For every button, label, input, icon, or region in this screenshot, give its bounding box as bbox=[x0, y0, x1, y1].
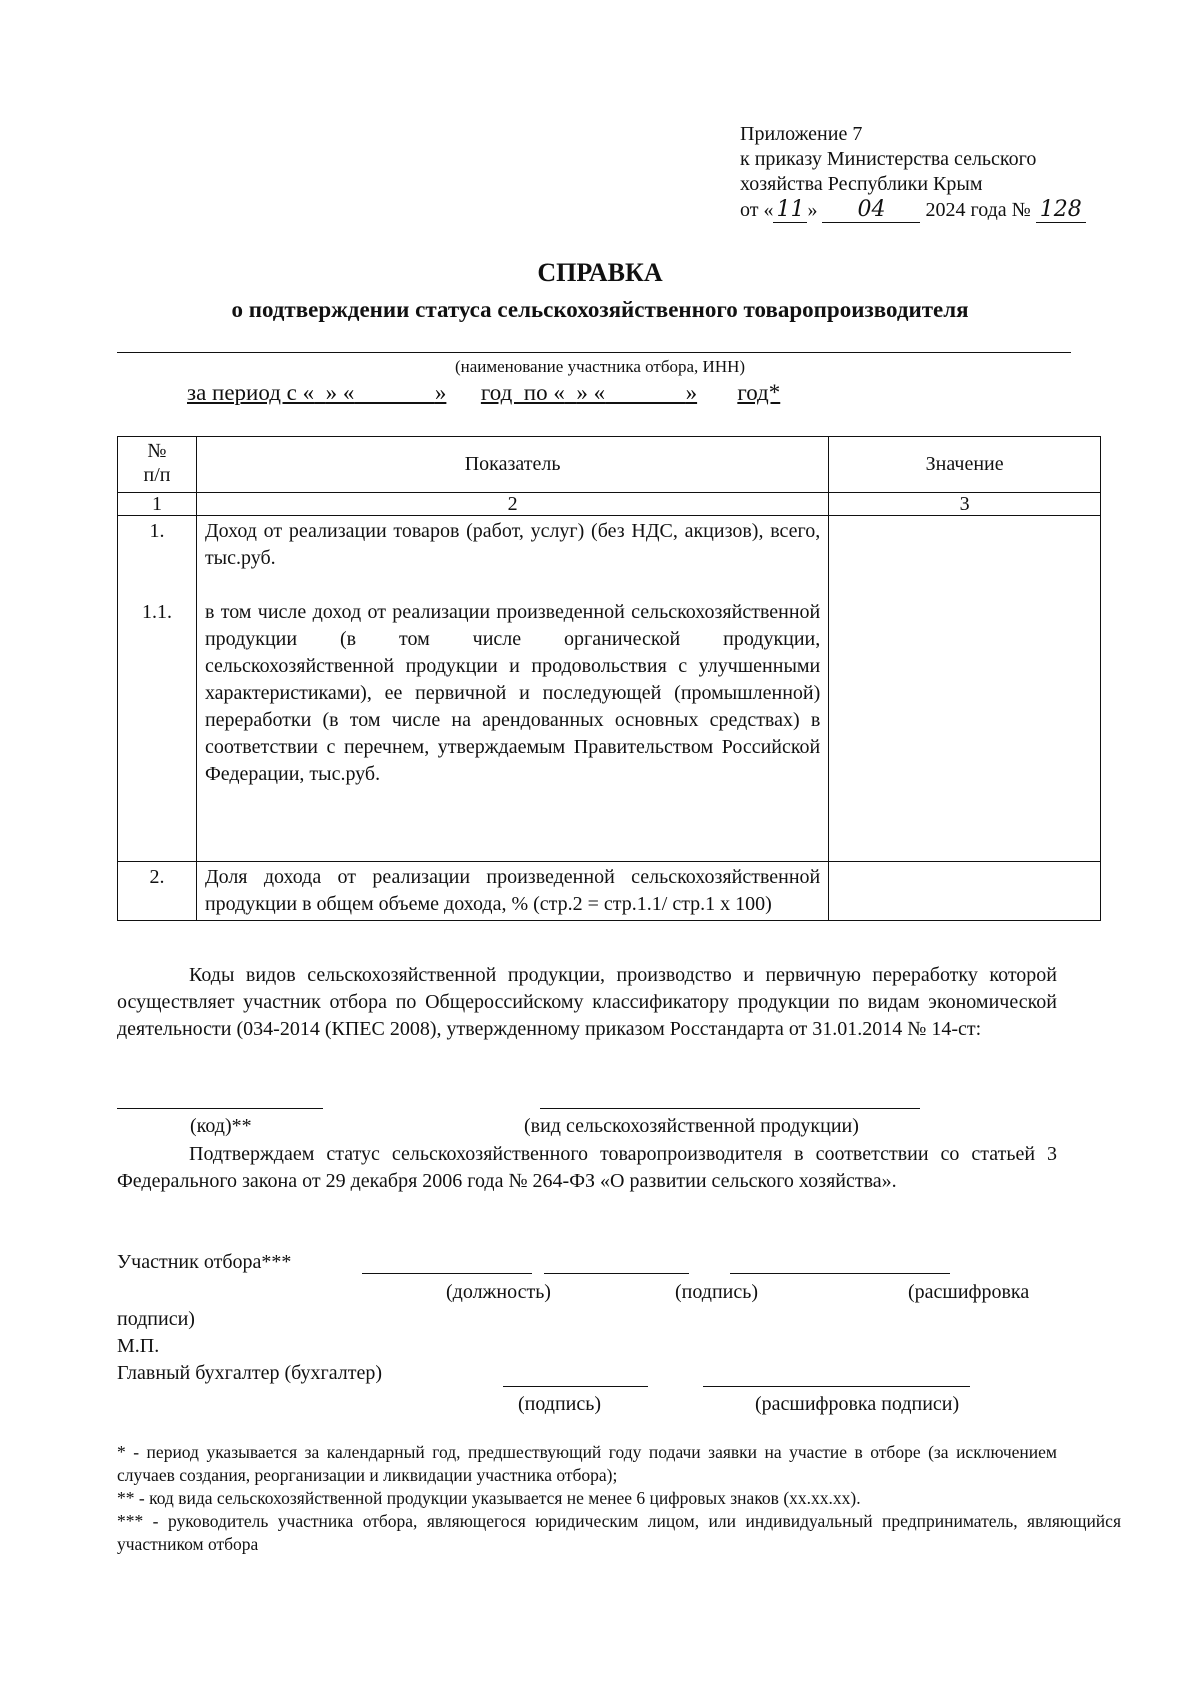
accountant-signature-caption: (подпись) bbox=[518, 1393, 602, 1415]
footnote-2: ** - код вида сельскохозяйственной продукции указывается не менее 6 цифровых знаков (хх.хх.хх). bbox=[117, 1488, 861, 1508]
decode-caption-cont: подписи) bbox=[117, 1308, 195, 1330]
stamp-label: М.П. bbox=[117, 1335, 160, 1357]
indicator-income-total: Доход от реализации товаров (работ, услуг) (без НДС, акцизов), всего, тыс.руб. bbox=[204, 520, 821, 569]
value-cell[interactable] bbox=[829, 516, 1101, 862]
product-line bbox=[540, 1108, 920, 1109]
decode-line[interactable] bbox=[730, 1273, 950, 1274]
signature-line[interactable] bbox=[544, 1273, 689, 1274]
accountant-decode-caption: (расшифровка подписи) bbox=[755, 1393, 960, 1415]
decode-caption: (расшифровка bbox=[908, 1281, 1030, 1303]
signature-caption: (подпись) bbox=[675, 1281, 759, 1303]
order-day: 11 bbox=[773, 197, 807, 223]
header-num: № п/п bbox=[118, 437, 197, 493]
code-line bbox=[117, 1108, 323, 1109]
participant-label: Участник отбора*** bbox=[117, 1251, 292, 1273]
table-row bbox=[118, 516, 1101, 862]
accountant-label: Главный бухгалтер (бухгалтер) bbox=[117, 1362, 383, 1384]
footnote-1: * - период указывается за календарный год, предшествующий году подачи заявки на участие в отборе (за исключением случаев создания, реорганизации и ликвидации участника отбора); bbox=[117, 1442, 1057, 1485]
order-month: 04 bbox=[822, 197, 920, 223]
appendix-line: Приложение 7 bbox=[740, 123, 863, 145]
header-value: Значение bbox=[829, 437, 1101, 493]
position-caption: (должность) bbox=[446, 1281, 551, 1303]
codes-paragraph: Коды видов сельскохозяйственной продукции, производство и первичную переработку которой осуществляет участник отбора по Общероссийскому классификатору продукции по видам экономической деятельности (034-2014 (КПЕС 2008), утвержденному приказом Росстандарта от 31.01.2014 № 14-ст: bbox=[117, 964, 1057, 1040]
column-numbers-row bbox=[118, 493, 1101, 516]
order-line: к приказу Министерства сельского bbox=[740, 148, 1037, 170]
product-caption: (вид сельскохозяйственной продукции) bbox=[524, 1115, 859, 1137]
period-line: за период с « » « » год по « » « » год* bbox=[187, 380, 781, 405]
accountant-decode-line[interactable] bbox=[703, 1386, 970, 1387]
value-cell[interactable] bbox=[829, 862, 1101, 921]
indicators-table bbox=[117, 436, 1101, 921]
col-number: 2 bbox=[196, 493, 828, 516]
indicator-income-agri: в том числе доход от реализации произведенной сельскохозяйственной продукции (в том числе органической продукции, сельскохозяйственной продукции и продовольствия с улучшенными характеристиками), ее первичной и последующей (промышленной) переработки (в том числе на арендованных основных средствах) в соответствии с перечнем, утверждаемым Правительством Российской Федерации, тыс.руб. bbox=[204, 601, 821, 785]
order-date-line: от « 11 » 04 2024 года № 128 bbox=[740, 197, 1086, 223]
table-row bbox=[118, 862, 1101, 921]
row-num-cell: 2. bbox=[118, 862, 197, 921]
col-number: 3 bbox=[829, 493, 1101, 516]
row-num-cell: 1. 1.1. bbox=[118, 516, 197, 862]
document-title: СПРАВКА bbox=[537, 258, 663, 287]
footnote-3: *** - руководитель участника отбора, являющегося юридическим лицом, или индивидуальный предприниматель, являющийся участником отбора bbox=[117, 1511, 1121, 1554]
header-indicator: Показатель bbox=[196, 437, 828, 493]
row-text-cell bbox=[196, 516, 828, 862]
participant-caption: (наименование участника отбора, ИНН) bbox=[454, 357, 746, 376]
order-reference bbox=[740, 122, 1086, 223]
col-number: 1 bbox=[118, 493, 197, 516]
ministry-line: хозяйства Республики Крым bbox=[740, 173, 983, 195]
accountant-signature-line[interactable] bbox=[503, 1386, 648, 1387]
document-subtitle: о подтверждении статуса сельскохозяйственного товаропроизводителя bbox=[231, 297, 969, 322]
position-line[interactable] bbox=[362, 1273, 532, 1274]
confirmation-paragraph: Подтверждаем статус сельскохозяйственного товаропроизводителя в соответствии со статьей 3 Федерального закона от 29 декабря 2006 года № 264-ФЗ «О развитии сельского хозяйства». bbox=[117, 1143, 1057, 1192]
participant-name-line bbox=[117, 352, 1071, 353]
order-number: 128 bbox=[1036, 197, 1086, 223]
code-caption: (код)** bbox=[190, 1115, 252, 1137]
indicator-income-share: Доля дохода от реализации произведенной сельскохозяйственной продукции в общем объеме дохода, % (стр.2 = стр.1.1/ стр.1 х 100) bbox=[196, 862, 828, 921]
table-header-row bbox=[118, 437, 1101, 493]
